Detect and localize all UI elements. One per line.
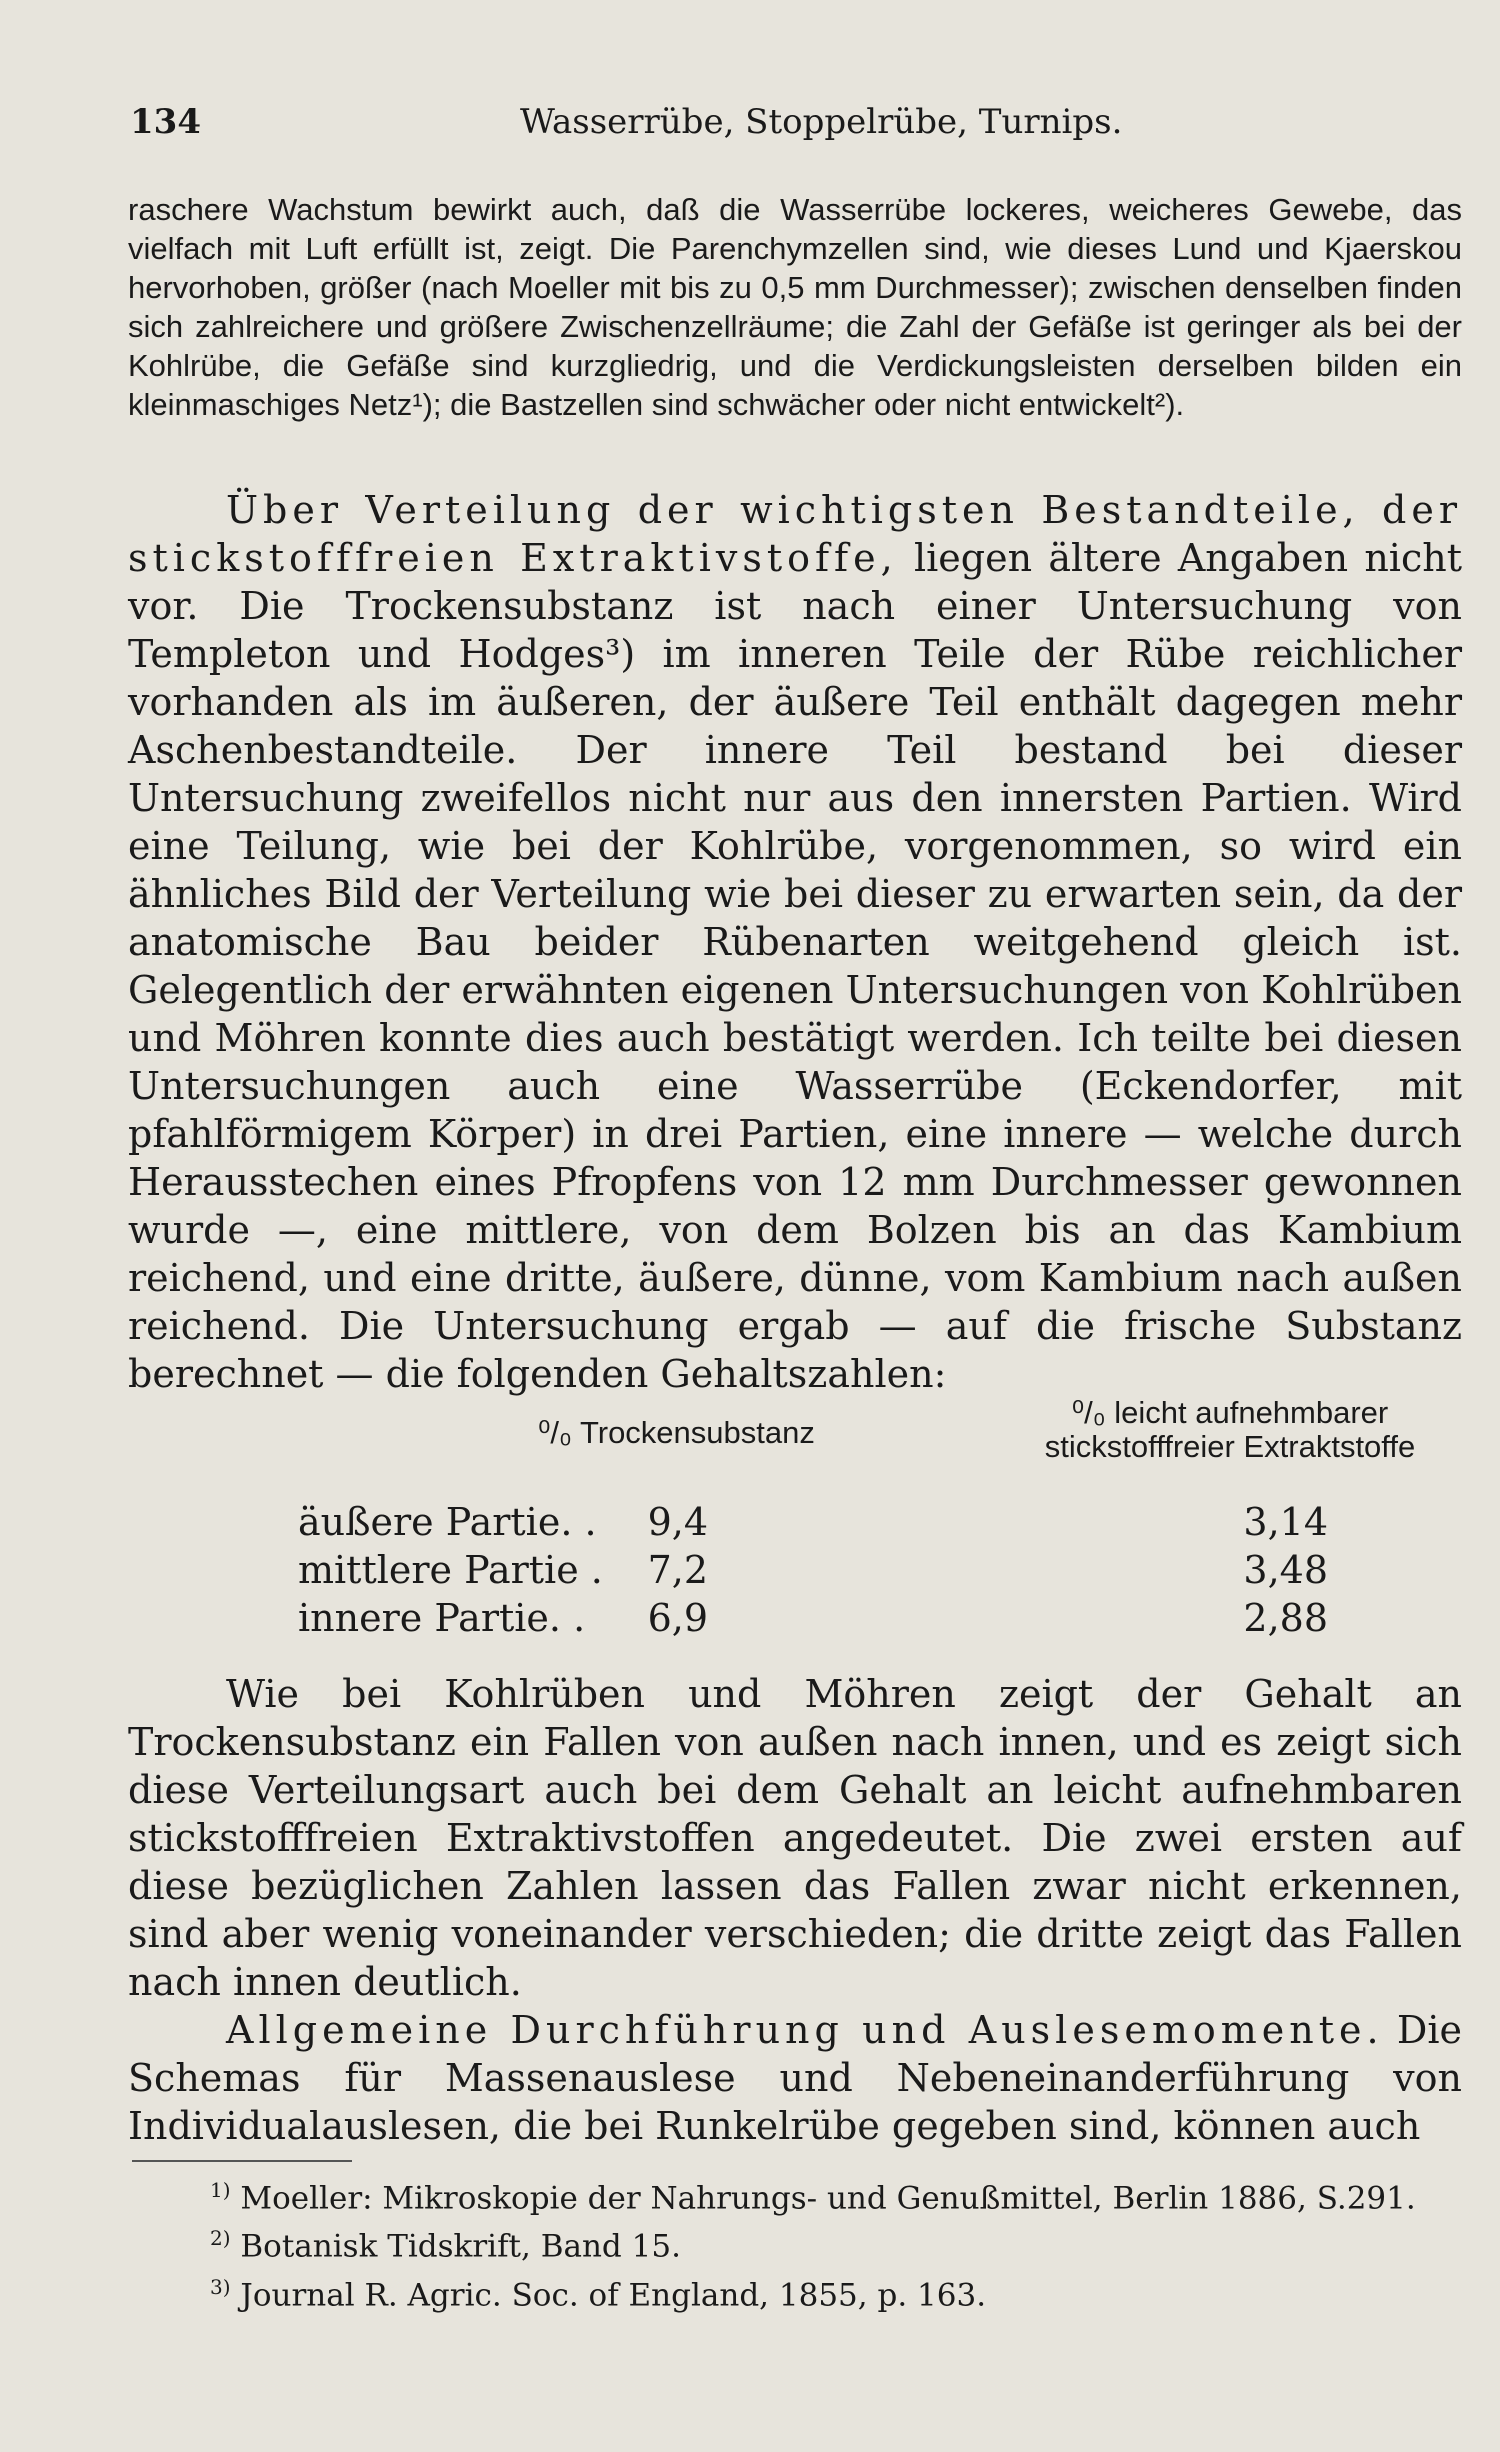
footnote-mark: 2): [210, 2226, 231, 2251]
small-print-paragraph: raschere Wachstum bewirkt auch, daß die Wasserrübe lockeres, weicheres Gewebe, das vielfach mit Luft erfüllt ist, zeigt. Die Parenchymzellen sind, wie dieses Lund und Kjaerskou hervorhoben, größer (nach Moeller mit bis zu 0,5 mm Durchmesser); zwischen denselben finden sich zahlreichere und größere Zwischenzellräume; die Zahl der Gefäße ist geringer als bei der Kohlrübe, die Gefäße sind kurzgliedrig, und die Verdickungsleisten derselben bilden ein kleinmaschiges Netz¹); die Bastzellen sind schwächer oder nicht entwickelt²).: [128, 192, 1462, 422]
section-distribution: [128, 486, 1462, 1398]
row-label: innere Partie. .: [298, 1596, 586, 1640]
footnote: [210, 2267, 1460, 2315]
footnote-divider: [132, 2160, 352, 2162]
nfe-value: 3,14: [1243, 1500, 1328, 1544]
column-header-nitrogen-free-extract: ⁰/₀ leicht aufnehmbarer stickstofffreier Extraktstoffe: [1044, 1395, 1416, 1464]
content-table: [128, 1388, 1462, 1644]
footnote-mark: 3): [210, 2274, 231, 2299]
footnote: [210, 2170, 1460, 2218]
page-number: 134: [130, 102, 201, 142]
footnote-mark: 1): [210, 2178, 231, 2202]
running-title: Wasserrübe, Stoppelrübe, Turnips.: [520, 102, 1123, 142]
paragraph: Wie bei Kohlrüben und Möhren zeigt der Gehalt an Trockensubstanz ein Fallen von außen nach innen, und es zeigt sich diese Verteilungsart auch bei dem Gehalt an leicht aufnehmbaren stickstofffreien Extraktivstoffen angedeutet. Die zwei ersten auf diese bezüglichen Zahlen lassen das Fallen zwar nicht erkennen, sind aber wenig voneinander verschieden; die dritte zeigt das Fallen nach innen deutlich.: [128, 1672, 1462, 2004]
section-body: Die Schemas für Massenauslese und Nebeneinanderführung von Individualauslesen, die bei Runkelrübe gegeben sind, können auch: [128, 2008, 1462, 2148]
table-row: [128, 1546, 1462, 1594]
row-label: äußere Partie. .: [298, 1500, 597, 1544]
table-row: [128, 1594, 1462, 1642]
section-heading: Über Verteilung der wichtigsten Bestandteile, der stickstofffreien Extraktivstoffe,: [128, 488, 1462, 580]
main-text-continued: [128, 1670, 1462, 2150]
nfe-value: 2,88: [1243, 1596, 1328, 1640]
dry-matter-value: 6,9: [647, 1596, 708, 1640]
nfe-value: 3,48: [1243, 1548, 1328, 1592]
row-label: mittlere Partie .: [298, 1548, 603, 1592]
section-body: liegen ältere Angaben nicht vor. Die Trockensubstanz ist nach einer Untersuchung von Templeton und Hodges³) im inneren Teile der Rübe reichlicher vorhanden als im äußeren, der äußere Teil enthält dagegen mehr Aschenbestandteile. Der innere Teil bestand bei dieser Untersuchung zweifellos nicht nur aus den innersten Partien. Wird eine Teilung, wie bei der Kohlrübe, vorgenommen, so wird ein ähnliches Bild der Verteilung wie bei dieser zu erwarten sein, da der anatomische Bau beider Rübenarten weitgehend gleich ist. Gelegentlich der erwähnten eigenen Untersuchungen von Kohlrüben und Möhren konnte dies auch bestätigt werden. Ich teilte bei diesen Untersuchungen auch eine Wasserrübe (Eckendorfer, mit pfahlförmigem Körper) in drei Partien, eine innere — welche durch Herausstechen eines Pfropfens von 12 mm Durchmesser gewonnen wurde —, eine mittlere, von dem Bolzen bis an das Kambium reichend, und eine dritte, äußere, dünne, vom Kambium nach außen reichend. Die Untersuchung ergab — auf die frische Substanz berechnet — die folgenden Gehaltszahlen:: [128, 536, 1462, 1396]
main-text: [128, 486, 1462, 1398]
footnotes: [210, 2170, 1460, 2315]
dry-matter-value: 9,4: [647, 1500, 708, 1544]
section-general: [128, 2006, 1462, 2150]
footnote-text: Botanisk Tidskrift, Band 15.: [240, 2228, 681, 2265]
footnote-text: Journal R. Agric. Soc. of England, 1855, p. 163.: [240, 2276, 987, 2313]
footnote-text: Moeller: Mikroskopie der Nahrungs- und Genußmittel, Berlin 1886, S.291.: [240, 2180, 1416, 2217]
page-header: [130, 96, 1450, 148]
footnote: [210, 2218, 1460, 2266]
column-header-dry-matter: ⁰/₀ Trockensubstanz: [538, 1415, 815, 1450]
section-heading: Allgemeine Durchführung und Auslesemomente.: [226, 2008, 1384, 2052]
dry-matter-value: 7,2: [647, 1548, 708, 1592]
table-row: [128, 1498, 1462, 1546]
